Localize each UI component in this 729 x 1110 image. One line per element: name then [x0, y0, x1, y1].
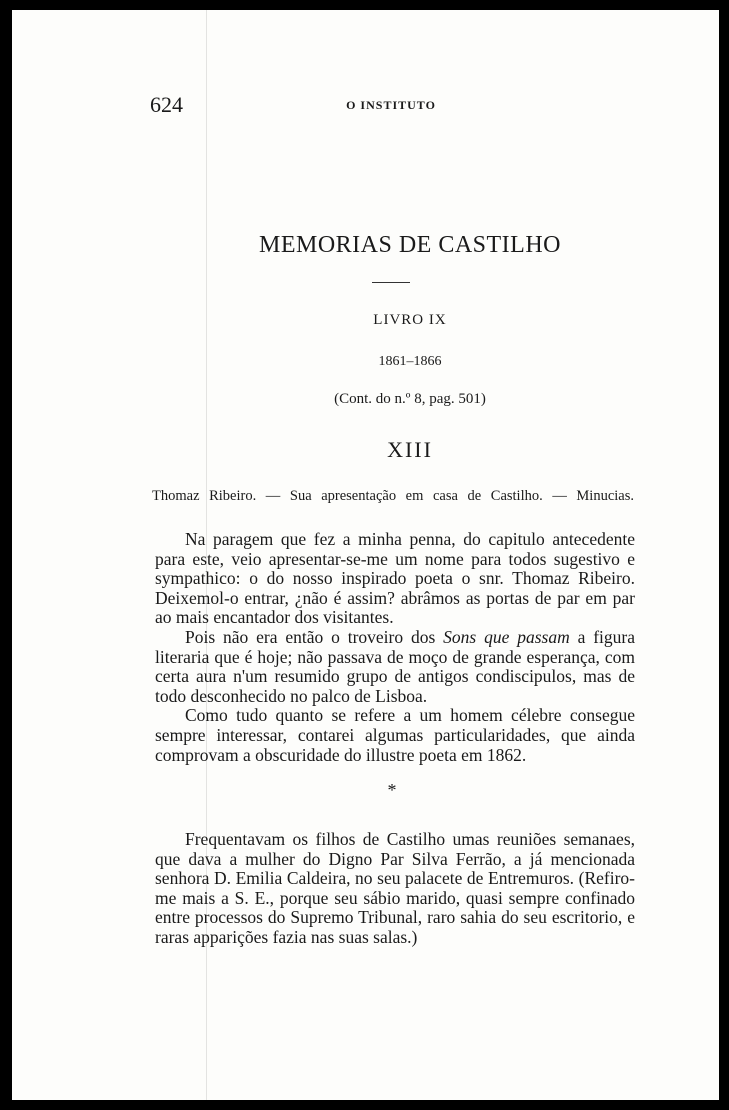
section-separator: * — [387, 780, 397, 800]
years-label: 1861–1866 — [378, 354, 442, 369]
chapter-number: XIII — [387, 437, 433, 462]
paragraph: Frequentavam os filhos de Castilho umas reuniões semanaes, que dava a mulher do Digno Par Silva Ferrão, a já mencionada senhora D. Emilia Caldeira, no seu palacete de Entremuros. (Refiro-me mais a S. E., porque seu sábio marido, quasi sempre confinado entre processos do Supremo Tribunal, raro sahia do seu escritorio, e raras apparições fazia nas suas salas.) — [155, 829, 635, 947]
paragraph: Na paragem que fez a minha penna, do capitulo antecedente para este, veio apresentar-se-me um nome para todos sugestivo e sympathico: o do nosso inspirado poeta o snr. Thomaz Ribeiro. Deixemol-o entrar, ¿não é assim? abrâmos as portas de par em par ao mais encantador dos visitantes. — [155, 529, 635, 628]
continuation-note: (Cont. do n.º 8, pag. 501) — [334, 391, 486, 407]
title-rule — [372, 282, 410, 283]
running-head — [150, 93, 632, 117]
journal-title: O INSTITUTO — [346, 98, 436, 112]
article-title: MEMORIAS DE CASTILHO — [258, 232, 561, 258]
paragraph: Pois não era então o troveiro dos Sons que passam a figura literaria que é hoje; não passava de moço de grande esperança, com certa aura n'um resumido grupo de antigos condiscipulos, mas de todo desconhecido no palco de Lisboa. — [155, 626, 635, 706]
book-label: LIVRO IX — [373, 312, 447, 328]
paragraph: Como tudo quanto se refere a um homem célebre consegue sempre interessar, contarei algumas particularidades, que ainda comprovam a obscuridade do illustre poeta em 1862. — [155, 705, 635, 765]
italic-title: Sons que passam — [443, 626, 570, 647]
body-text-section-1 — [155, 530, 635, 765]
chapter-summary: Thomaz Ribeiro. — Sua apresentação em casa de Castilho. — Minucias. — [152, 488, 634, 504]
body-text-section-2 — [155, 830, 635, 948]
page-number: 624 — [150, 92, 183, 117]
document-page — [12, 10, 719, 1100]
